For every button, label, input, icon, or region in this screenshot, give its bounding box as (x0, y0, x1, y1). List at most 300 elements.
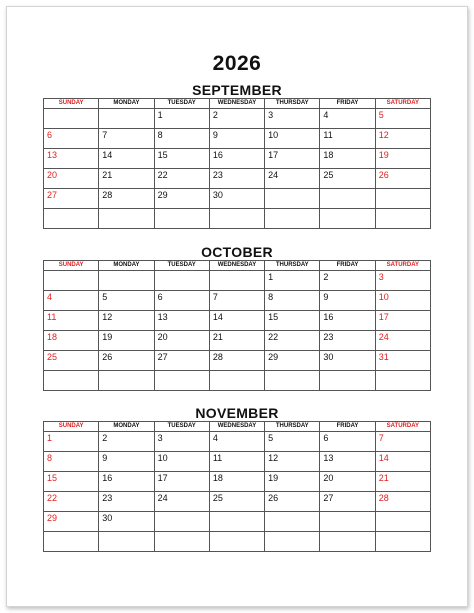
day-number: 12 (378, 130, 389, 140)
day-cell (154, 271, 209, 291)
weekday-header: TUESDAY (154, 422, 209, 432)
day-number: 28 (102, 190, 113, 200)
day-cell (99, 311, 154, 331)
day-number: 7 (102, 130, 108, 140)
week-row (44, 432, 431, 452)
weekday-header: MONDAY (99, 99, 154, 109)
day-cell (320, 512, 375, 532)
day-number: 6 (47, 130, 53, 140)
day-cell (320, 492, 375, 512)
day-cell (320, 129, 375, 149)
day-number: 4 (323, 110, 329, 120)
week-row (44, 351, 431, 371)
day-number (265, 512, 319, 513)
day-cell (154, 209, 209, 229)
day-cell (99, 492, 154, 512)
day-number: 12 (102, 312, 113, 322)
day-cell (99, 351, 154, 371)
day-cell (209, 209, 264, 229)
day-number: 14 (378, 453, 389, 463)
day-number: 3 (157, 433, 163, 443)
day-number: 14 (102, 150, 113, 160)
day-cell (44, 169, 99, 189)
day-number (99, 371, 153, 372)
day-number: 15 (157, 150, 168, 160)
day-number (210, 371, 264, 372)
day-number: 15 (47, 473, 58, 483)
day-cell (154, 512, 209, 532)
weekday-header: WEDNESDAY (209, 422, 264, 432)
day-cell (375, 472, 430, 492)
day-number (99, 271, 153, 272)
day-cell (265, 351, 320, 371)
day-number (155, 512, 209, 513)
day-number: 3 (268, 110, 274, 120)
day-number: 13 (157, 312, 168, 322)
day-cell (375, 492, 430, 512)
weekday-header: MONDAY (99, 261, 154, 271)
day-number: 24 (378, 332, 389, 342)
day-number: 21 (378, 473, 389, 483)
day-number: 3 (378, 272, 384, 282)
day-number: 28 (212, 352, 223, 362)
day-cell (209, 109, 264, 129)
day-number (44, 109, 98, 110)
day-cell (209, 472, 264, 492)
day-number: 2 (323, 272, 329, 282)
day-number (376, 512, 430, 513)
day-cell (99, 371, 154, 391)
day-number: 6 (323, 433, 329, 443)
day-cell (375, 129, 430, 149)
day-number: 23 (102, 493, 113, 503)
day-cell (265, 189, 320, 209)
day-cell (375, 271, 430, 291)
day-cell (44, 331, 99, 351)
day-number: 10 (378, 292, 389, 302)
day-number: 8 (157, 130, 163, 140)
day-number: 30 (323, 352, 334, 362)
day-cell (154, 432, 209, 452)
day-number: 7 (378, 433, 384, 443)
day-number: 28 (378, 493, 389, 503)
day-number: 11 (47, 312, 57, 322)
weekday-header: THURSDAY (265, 261, 320, 271)
weekday-header: SATURDAY (375, 261, 430, 271)
day-cell (154, 532, 209, 552)
day-number: 20 (47, 170, 58, 180)
day-cell (209, 189, 264, 209)
day-cell (44, 512, 99, 532)
day-number: 7 (212, 292, 218, 302)
day-cell (44, 291, 99, 311)
day-number: 29 (47, 513, 58, 523)
day-number: 17 (157, 473, 168, 483)
weekday-header: THURSDAY (265, 422, 320, 432)
week-row (44, 472, 431, 492)
weekday-header: SUNDAY (44, 422, 99, 432)
day-number: 31 (378, 352, 389, 362)
day-cell (375, 331, 430, 351)
day-number: 9 (212, 130, 218, 140)
week-row (44, 452, 431, 472)
day-number: 20 (157, 332, 168, 342)
week-row (44, 169, 431, 189)
day-number: 26 (268, 493, 279, 503)
day-cell (209, 149, 264, 169)
day-cell (320, 149, 375, 169)
day-cell (154, 452, 209, 472)
day-number: 23 (212, 170, 223, 180)
day-cell (209, 432, 264, 452)
day-cell (209, 532, 264, 552)
week-row (44, 149, 431, 169)
day-cell (209, 512, 264, 532)
day-number: 25 (212, 493, 223, 503)
day-cell (209, 452, 264, 472)
day-cell (320, 271, 375, 291)
day-number (155, 271, 209, 272)
day-cell (44, 129, 99, 149)
weekday-header: TUESDAY (154, 99, 209, 109)
week-row (44, 109, 431, 129)
day-number: 5 (268, 433, 274, 443)
month-title: OCTOBER (201, 244, 273, 260)
day-number (376, 209, 430, 210)
weekday-header: SUNDAY (44, 99, 99, 109)
day-cell (209, 291, 264, 311)
day-cell (375, 109, 430, 129)
day-cell (44, 351, 99, 371)
weekday-header-row (44, 422, 431, 432)
day-cell (99, 209, 154, 229)
day-number: 22 (47, 493, 58, 503)
day-number: 6 (157, 292, 163, 302)
day-number (99, 109, 153, 110)
day-number: 20 (323, 473, 334, 483)
day-number: 22 (268, 332, 279, 342)
day-number: 13 (47, 150, 58, 160)
day-cell (320, 432, 375, 452)
day-number (320, 512, 374, 513)
day-number: 21 (212, 332, 223, 342)
day-cell (320, 452, 375, 472)
day-number: 10 (268, 130, 279, 140)
day-cell (44, 492, 99, 512)
day-cell (375, 432, 430, 452)
day-number: 13 (323, 453, 334, 463)
day-cell (99, 452, 154, 472)
week-row (44, 291, 431, 311)
day-number: 16 (102, 473, 113, 483)
year-title: 2026 (212, 52, 262, 75)
day-cell (320, 532, 375, 552)
month-november (43, 405, 431, 552)
day-cell (265, 452, 320, 472)
day-number: 18 (212, 473, 223, 483)
day-number (376, 532, 430, 533)
day-cell (99, 271, 154, 291)
weekday-header: TUESDAY (154, 261, 209, 271)
day-cell (154, 129, 209, 149)
day-cell (265, 311, 320, 331)
week-row (44, 371, 431, 391)
day-cell (265, 169, 320, 189)
day-cell (265, 291, 320, 311)
day-number (320, 209, 374, 210)
day-cell (154, 169, 209, 189)
day-number: 1 (47, 433, 53, 443)
day-number (44, 371, 98, 372)
day-cell (44, 472, 99, 492)
day-cell (209, 492, 264, 512)
month-title: NOVEMBER (195, 405, 279, 421)
week-row (44, 492, 431, 512)
day-number (265, 189, 319, 190)
day-number: 19 (102, 332, 113, 342)
day-cell (209, 371, 264, 391)
day-cell (99, 532, 154, 552)
weekday-header: MONDAY (99, 422, 154, 432)
day-number: 26 (378, 170, 389, 180)
day-number (210, 512, 264, 513)
day-number: 24 (157, 493, 168, 503)
day-cell (44, 189, 99, 209)
day-number (210, 209, 264, 210)
day-cell (375, 189, 430, 209)
day-number: 19 (378, 150, 389, 160)
weekday-header: WEDNESDAY (209, 261, 264, 271)
day-number: 27 (157, 352, 168, 362)
day-number: 16 (323, 312, 334, 322)
day-number: 17 (268, 150, 279, 160)
day-cell (265, 331, 320, 351)
day-number: 29 (268, 352, 279, 362)
month-grid (43, 98, 431, 229)
day-cell (320, 189, 375, 209)
week-row (44, 532, 431, 552)
day-number: 22 (157, 170, 168, 180)
day-cell (265, 271, 320, 291)
day-number: 18 (47, 332, 58, 342)
day-cell (320, 209, 375, 229)
day-cell (44, 271, 99, 291)
day-number: 9 (102, 453, 108, 463)
week-row (44, 271, 431, 291)
day-cell (99, 189, 154, 209)
day-number: 26 (102, 352, 113, 362)
day-cell (320, 291, 375, 311)
day-cell (44, 371, 99, 391)
day-number (44, 532, 98, 533)
day-cell (154, 109, 209, 129)
day-number: 16 (212, 150, 223, 160)
day-number: 1 (157, 110, 163, 120)
day-cell (320, 371, 375, 391)
month-september (43, 82, 431, 229)
day-cell (265, 149, 320, 169)
day-cell (44, 432, 99, 452)
day-cell (320, 472, 375, 492)
day-cell (209, 129, 264, 149)
day-cell (320, 351, 375, 371)
day-number (376, 371, 430, 372)
day-cell (375, 311, 430, 331)
day-number: 11 (323, 130, 333, 140)
day-number: 24 (268, 170, 279, 180)
day-number (99, 532, 153, 533)
day-cell (209, 311, 264, 331)
day-number: 12 (268, 453, 279, 463)
day-cell (320, 109, 375, 129)
day-cell (320, 311, 375, 331)
day-number: 23 (323, 332, 334, 342)
day-number: 25 (323, 170, 334, 180)
day-number (44, 209, 98, 210)
day-cell (154, 472, 209, 492)
day-number: 29 (157, 190, 168, 200)
day-cell (375, 149, 430, 169)
weekday-header-row (44, 261, 431, 271)
day-cell (99, 169, 154, 189)
weekday-header: SATURDAY (375, 422, 430, 432)
day-cell (99, 291, 154, 311)
day-number: 15 (268, 312, 279, 322)
day-number: 2 (212, 110, 218, 120)
day-cell (99, 149, 154, 169)
day-number (210, 532, 264, 533)
day-number: 5 (102, 292, 108, 302)
weekday-header: FRIDAY (320, 261, 375, 271)
day-number: 27 (47, 190, 58, 200)
day-cell (154, 371, 209, 391)
day-number (376, 189, 430, 190)
month-october (43, 244, 431, 391)
day-number: 27 (323, 493, 334, 503)
day-cell (44, 452, 99, 472)
day-cell (265, 371, 320, 391)
day-number: 8 (268, 292, 274, 302)
day-cell (154, 149, 209, 169)
day-cell (154, 492, 209, 512)
day-number (320, 532, 374, 533)
day-cell (44, 149, 99, 169)
day-number: 8 (47, 453, 53, 463)
day-number: 4 (47, 292, 53, 302)
week-row (44, 512, 431, 532)
day-number: 30 (212, 190, 223, 200)
day-number: 17 (378, 312, 389, 322)
day-cell (44, 311, 99, 331)
week-row (44, 189, 431, 209)
day-number (320, 189, 374, 190)
day-cell (265, 532, 320, 552)
week-row (44, 209, 431, 229)
day-number: 10 (157, 453, 168, 463)
day-number (265, 532, 319, 533)
weekday-header: FRIDAY (320, 422, 375, 432)
day-number: 5 (378, 110, 384, 120)
day-number: 30 (102, 513, 113, 523)
day-number (44, 271, 98, 272)
day-number: 2 (102, 433, 108, 443)
day-cell (154, 311, 209, 331)
day-cell (99, 432, 154, 452)
day-cell (154, 291, 209, 311)
day-cell (99, 331, 154, 351)
weekday-header: WEDNESDAY (209, 99, 264, 109)
day-cell (265, 209, 320, 229)
day-cell (154, 331, 209, 351)
day-number: 21 (102, 170, 113, 180)
day-cell (44, 109, 99, 129)
day-number: 11 (212, 453, 223, 463)
day-cell (375, 512, 430, 532)
day-cell (320, 169, 375, 189)
day-cell (44, 532, 99, 552)
weekday-header-row (44, 99, 431, 109)
week-row (44, 129, 431, 149)
day-cell (375, 291, 430, 311)
day-cell (265, 109, 320, 129)
day-number (210, 271, 264, 272)
day-cell (265, 432, 320, 452)
day-number (155, 371, 209, 372)
day-cell (375, 169, 430, 189)
day-number (320, 371, 374, 372)
day-number (265, 209, 319, 210)
day-cell (209, 331, 264, 351)
day-cell (44, 209, 99, 229)
month-title: SEPTEMBER (192, 82, 282, 98)
month-grid (43, 421, 431, 552)
weekday-header: SATURDAY (375, 99, 430, 109)
day-number: 1 (268, 272, 274, 282)
day-number (99, 209, 153, 210)
day-cell (375, 371, 430, 391)
day-cell (265, 472, 320, 492)
week-row (44, 311, 431, 331)
day-cell (209, 351, 264, 371)
day-number: 14 (212, 312, 223, 322)
day-cell (99, 109, 154, 129)
day-number (155, 532, 209, 533)
weekday-header: FRIDAY (320, 99, 375, 109)
month-grid (43, 260, 431, 391)
day-cell (154, 189, 209, 209)
day-cell (375, 532, 430, 552)
day-number: 4 (212, 433, 218, 443)
week-row (44, 331, 431, 351)
day-number: 18 (323, 150, 334, 160)
day-cell (320, 331, 375, 351)
day-cell (99, 472, 154, 492)
day-cell (265, 492, 320, 512)
day-number (155, 209, 209, 210)
day-cell (209, 169, 264, 189)
day-cell (265, 512, 320, 532)
day-cell (154, 351, 209, 371)
day-cell (99, 512, 154, 532)
day-number (265, 371, 319, 372)
weekday-header: SUNDAY (44, 261, 99, 271)
day-number: 9 (323, 292, 329, 302)
day-cell (265, 129, 320, 149)
day-cell (375, 351, 430, 371)
day-number: 19 (268, 473, 279, 483)
day-number: 25 (47, 352, 58, 362)
weekday-header: THURSDAY (265, 99, 320, 109)
